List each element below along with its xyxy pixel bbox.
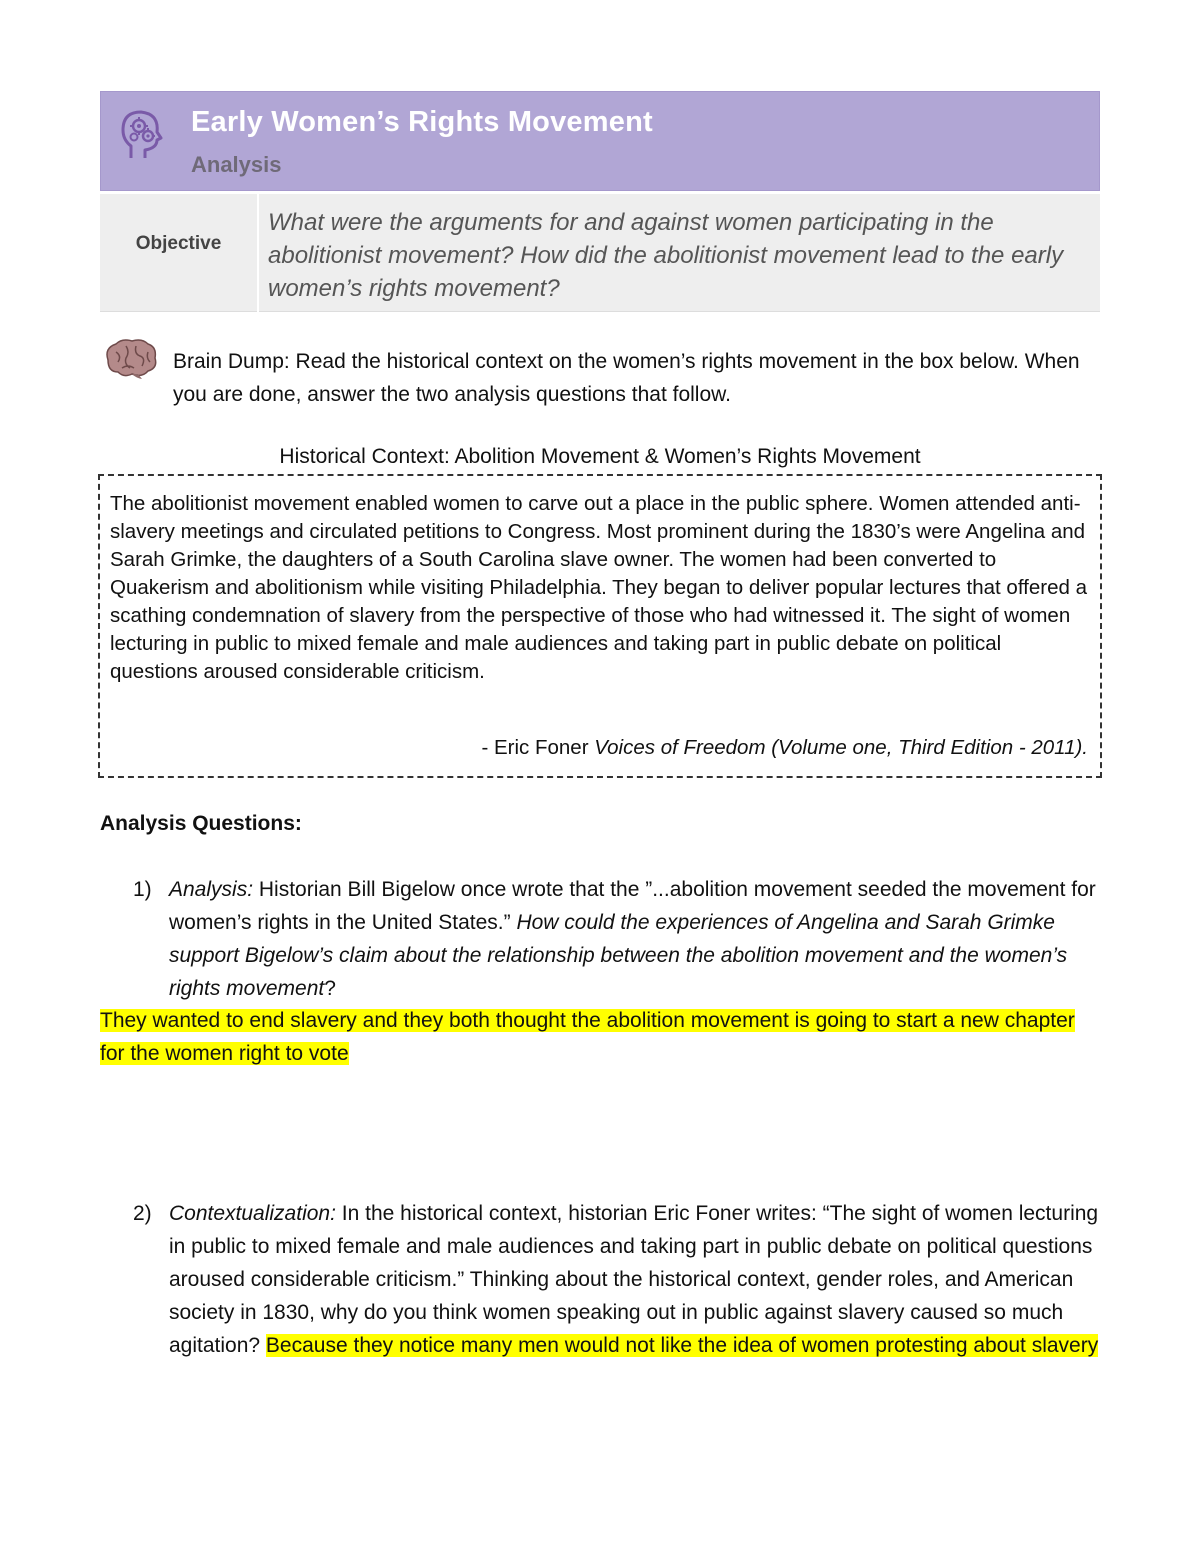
context-text: The abolitionist movement enabled women to carve out a place in the public sphere. Women attended anti-slavery meetings and circulated petitions to Congress. Most prominent during the 1830’s were Angelina and Sarah Grimke, the daughters of a South Carolina slave owner. The women had been converted to Quakerism and abolitionism while visiting Philadelphia. They began to deliver popular lectures that offered a scathing condemnation of slavery from the perspective of those who had witnessed it. The sight of women lecturing in public to mixed female and male audiences and taking part in public debate on political questions aroused considerable criticism. — [110, 492, 1087, 683]
citation-author: - Eric Foner — [481, 736, 595, 759]
analysis-heading: Analysis Questions: — [100, 812, 302, 835]
objective-divider — [257, 194, 259, 312]
brain-icon — [102, 338, 158, 380]
question-2-number: 2) — [133, 1202, 152, 1225]
head-gears-icon — [115, 106, 167, 162]
page-title: Early Women’s Rights Movement — [191, 106, 653, 138]
question-1-number: 1) — [133, 878, 152, 901]
question-1-prompt-end: ? — [324, 977, 336, 1000]
question-1-prompt-italic: How could the experiences of Angelina and Sarah Grimke support Bigelow’s claim about the relationship between the abolition movement and the women’s rights movement — [169, 911, 1068, 1000]
objective-label: Objective — [135, 233, 222, 254]
question-2-text — [169, 1197, 1099, 1362]
answer-1[interactable] — [100, 1004, 1100, 1070]
citation-work: Voices of Freedom (Volume one, Third Edition - 2011). — [594, 736, 1088, 759]
brain-dump-instructions: Brain Dump: Read the historical context on the women’s rights movement in the box below. When you are done, answer the two analysis questions that follow. — [173, 350, 1080, 406]
question-2-prompt: In the historical context, historian Eric Foner writes: “The sight of women lecturing in public to mixed female and male audiences and taking part in public debate on political questions aroused considerable criticism.” Thinking about the historical context, gender roles, and American society in 1830, why do you think women speaking out in public against slavery caused so much agitation? — [169, 1202, 1099, 1357]
objective-row — [100, 194, 1100, 312]
question-2-label: Contextualization: — [169, 1202, 336, 1225]
objective-text: What were the arguments for and against women participating in the abolitionist movement? How did the abolitionist movement lead to the early women’s rights movement? — [268, 209, 1064, 302]
question-1-prompt: Historian Bill Bigelow once wrote that the ”...abolition movement seeded the movement for women’s rights in the United States.” — [169, 878, 1096, 934]
context-box — [98, 474, 1102, 778]
citation — [481, 736, 1088, 760]
page-subtitle: Analysis — [191, 152, 282, 177]
question-1-label: Analysis: — [169, 878, 254, 901]
answer-1-text[interactable]: They wanted to end slavery and they both thought the abolition movement is going to start a new chapter for the women right to vote — [100, 1009, 1075, 1065]
answer-2-text[interactable]: Because they notice many men would not like the idea of women protesting about slavery — [265, 1334, 1099, 1357]
question-1-text — [169, 873, 1099, 1005]
header-banner — [100, 91, 1100, 191]
context-heading: Historical Context: Abolition Movement & Women’s Rights Movement — [279, 445, 921, 468]
